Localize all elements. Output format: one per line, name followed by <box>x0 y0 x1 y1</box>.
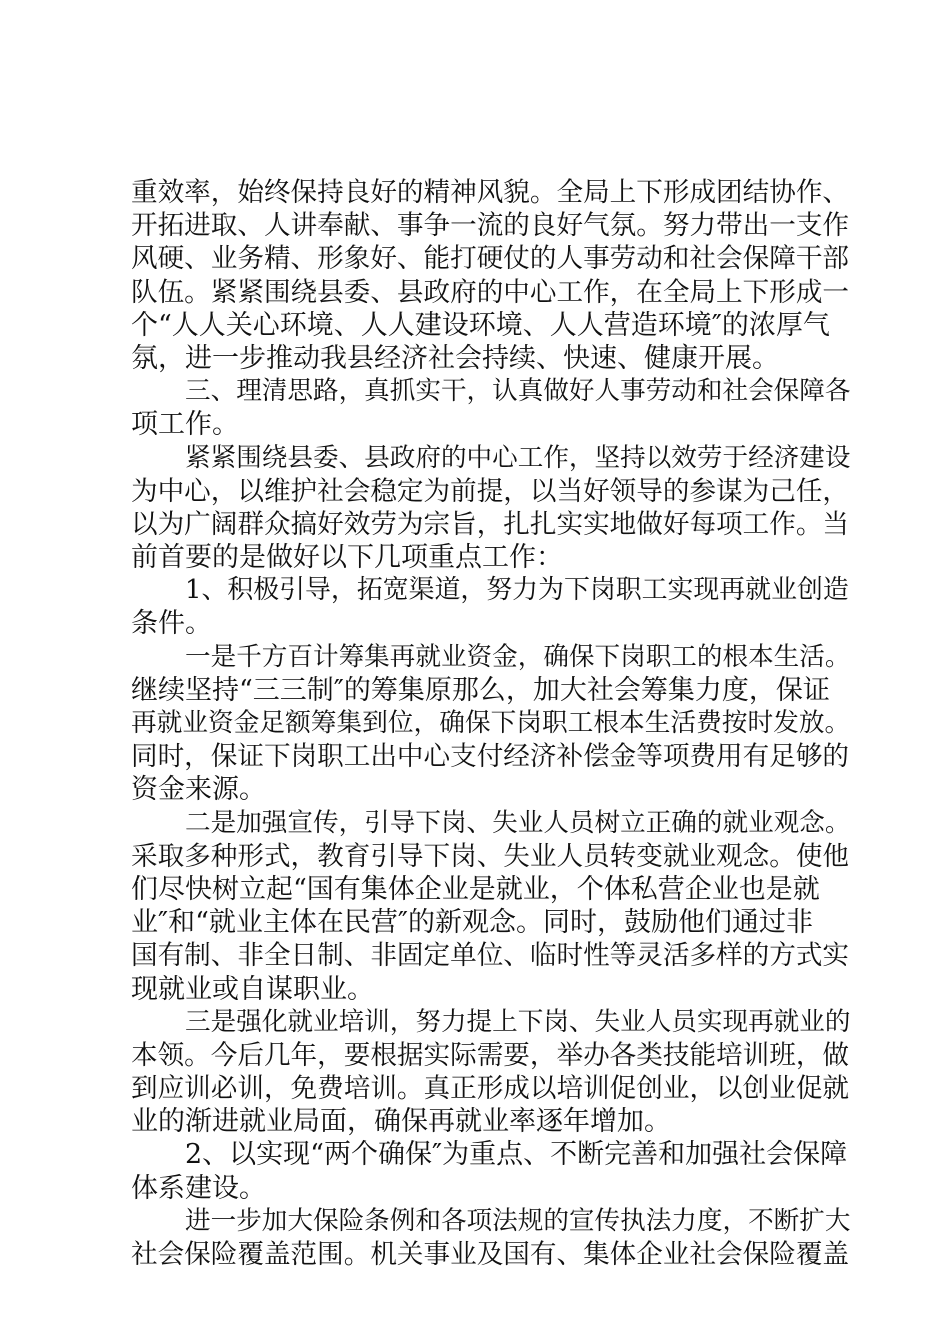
text-line: 个“人人关心环境、人人建设环境、人人营造环境″的浓厚气 <box>131 309 830 341</box>
paragraph-start: 一是千方百计筹集再就业资金，确保下岗职工的根本生活。 <box>185 641 851 672</box>
text-line: 氛，进一步推动我县经济社会持续、快速、健康开展。 <box>131 342 779 374</box>
body-text <box>131 176 851 1271</box>
text-line: 条件。 <box>131 608 212 640</box>
text-line: 国有制、非全日制、非固定单位、临时性等灵活多样的方式实 <box>131 940 850 972</box>
text-line: 现就业或自谋职业。 <box>131 973 374 1005</box>
text-line: 资金来源。 <box>131 774 266 806</box>
paragraph-start: 二是加强宣传，引导下岗、失业人员树立正确的就业观念。 <box>185 807 851 838</box>
paragraph-start: 进一步加大保险条例和各项法规的宣传执法力度，不断扩大 <box>185 1205 851 1236</box>
text-line: 开拓进取、人讲奉献、事争一流的良好气氛。努力带出一支作 <box>131 210 850 242</box>
text-line: 体系建设。 <box>131 1172 266 1204</box>
subheading-2: 2、以实现“两个确保″为重点、不断完善和加强社会保障 <box>185 1139 848 1171</box>
text-line: 队伍。紧紧围绕县委、县政府的中心工作，在全局上下形成一 <box>131 276 850 308</box>
text-line: 项工作。 <box>131 409 239 441</box>
text-line: 重效率，始终保持良好的精神风貌。全局上下形成团结协作、 <box>131 177 850 208</box>
text-line: 继续坚持“三三制″的筹集原那么，加大社会筹集力度，保证 <box>131 674 830 706</box>
text-line: 业″和“就业主体在民营″的新观念。同时，鼓励他们通过非 <box>131 907 813 939</box>
text-line: 业的渐进就业局面，确保再就业率逐年增加。 <box>131 1106 671 1138</box>
text-line: 们尽快树立起“国有集体企业是就业，个体私营企业也是就 <box>131 873 820 905</box>
text-line: 再就业资金足额筹集到位，确保下岗职工根本生活费按时发放。 <box>131 708 851 738</box>
text-line: 前首要的是做好以下几项重点工作： <box>131 542 563 574</box>
section-heading-3: 三、理清思路，真抓实干，认真做好人事劳动和社会保障各 <box>185 376 851 407</box>
text-line: 为中心，以维护社会稳定为前提，以当好领导的参谋为己任， <box>131 475 850 507</box>
text-line: 以为广阔群众搞好效劳为宗旨，扎扎实实地做好每项工作。当 <box>131 508 850 540</box>
text-line: 同时，保证下岗职工出中心支付经济补偿金等项费用有足够的 <box>131 741 850 773</box>
text-line: 到应训必训，免费培训。真正形成以培训促创业，以创业促就 <box>131 1073 850 1105</box>
text-line: 本领。今后几年，要根据实际需要，举办各类技能培训班，做 <box>131 1039 850 1071</box>
subheading-1: 1、积极引导，拓宽渠道，努力为下岗职工实现再就业创造 <box>185 575 849 606</box>
text-line: 采取多种形式，教育引导下岗、失业人员转变就业观念。使他 <box>131 840 850 872</box>
text-line: 风硬、业务精、形象好、能打硬仗的人事劳动和社会保障干部 <box>131 243 850 275</box>
paragraph-start: 紧紧围绕县委、县政府的中心工作，坚持以效劳于经济建设 <box>185 442 851 473</box>
paragraph-start: 三是强化就业培训，努力提上下岗、失业人员实现再就业的 <box>185 1006 851 1037</box>
text-line: 社会保险覆盖范围。机关事业及国有、集体企业社会保险覆盖 <box>131 1239 850 1270</box>
